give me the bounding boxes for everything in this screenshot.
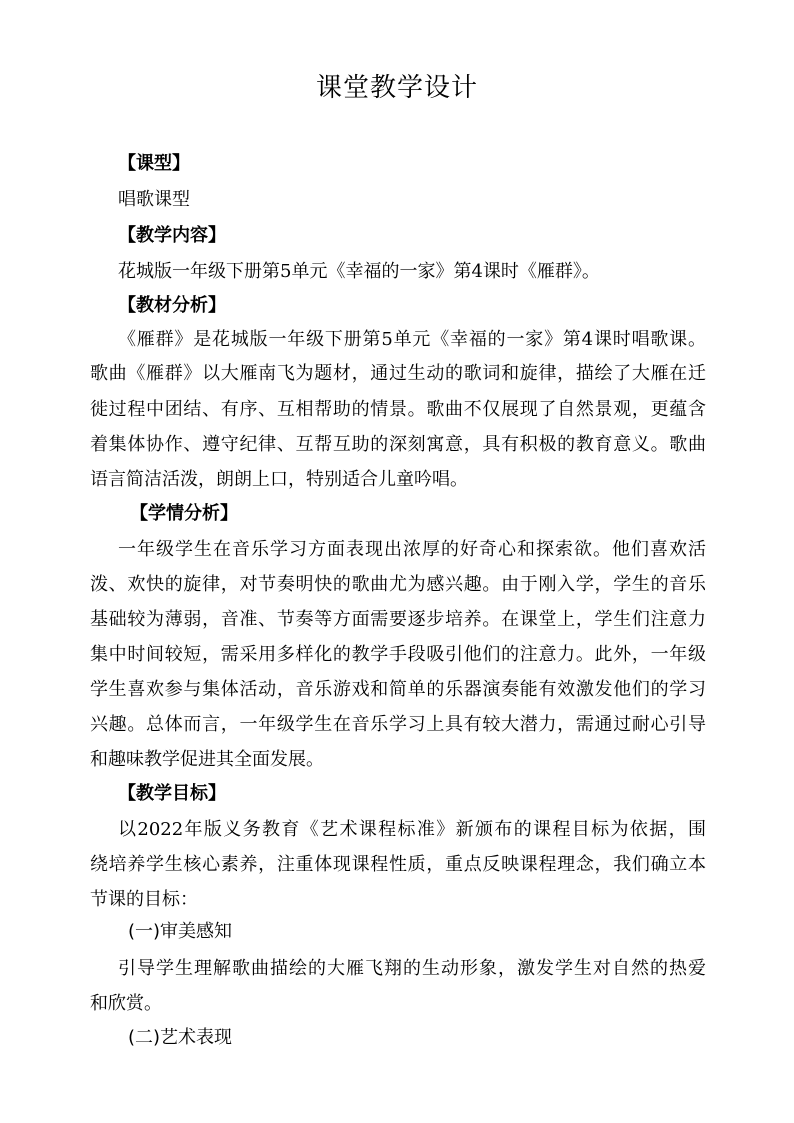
material-analysis-line: 着集体协作、遵守纪律、互帮互助的深刻寓意，具有积极的教育意义。歌曲: [90, 434, 706, 455]
student-analysis-heading: 【学情分析】: [130, 503, 238, 524]
student-analysis-line: 一年级学生在音乐学习方面表现出浓厚的好奇心和探索欲。他们喜欢活: [118, 539, 706, 560]
teaching-goals-line: 节课的目标：: [90, 889, 198, 910]
material-analysis-line: 歌曲《雁群》以大雁南飞为题材，通过生动的歌词和旋律，描绘了大雁在迁: [90, 363, 706, 384]
lesson-type-heading: 【课型】: [118, 153, 190, 174]
student-analysis-line: 学生喜欢参与集体活动，音乐游戏和简单的乐器演奏能有效激发他们的学习: [90, 679, 706, 700]
student-analysis-line: 和趣味教学促进其全面发展。: [90, 749, 324, 770]
aesthetic-perception-line: 和欣赏。: [90, 993, 162, 1014]
teaching-content-text: 花城版一年级下册第5单元《幸福的一家》第4课时《雁群》。: [118, 261, 600, 282]
page-title: 课堂教学设计: [315, 73, 478, 103]
material-analysis-heading: 【教材分析】: [118, 295, 226, 316]
artistic-expression-heading: (二)艺术表现: [128, 1027, 233, 1048]
aesthetic-perception-heading: (一)审美感知: [128, 921, 233, 942]
material-analysis-line: 徙过程中团结、有序、互相帮助的情景。歌曲不仅展现了自然景观，更蕴含: [90, 399, 706, 420]
teaching-goals-heading: 【教学目标】: [118, 783, 226, 804]
teaching-goals-line: 绕培养学生核心素养，注重体现课程性质，重点反映课程理念，我们确立本: [90, 854, 706, 875]
student-analysis-line: 基础较为薄弱，音准、节奏等方面需要逐步培养。在课堂上，学生们注意力: [90, 609, 706, 630]
student-analysis-line: 兴趣。总体而言，一年级学生在音乐学习上具有较大潜力，需通过耐心引导: [90, 714, 706, 735]
material-analysis-line: 《雁群》是花城版一年级下册第5单元《幸福的一家》第4课时唱歌课。: [118, 329, 706, 350]
material-analysis-line: 语言简洁活泼，朗朗上口，特别适合儿童吟唱。: [90, 469, 468, 490]
teaching-content-heading: 【教学内容】: [118, 225, 226, 246]
student-analysis-line: 集中时间较短，需采用多样化的教学手段吸引他们的注意力。此外，一年级: [90, 644, 706, 665]
aesthetic-perception-line: 引导学生理解歌曲描绘的大雁飞翔的生动形象，激发学生对自然的热爱: [118, 958, 706, 979]
teaching-goals-line: 以2022年版义务教育《艺术课程标准》新颁布的课程目标为依据，围: [118, 819, 706, 840]
student-analysis-line: 泼、欢快的旋律，对节奏明快的歌曲尤为感兴趣。由于刚入学，学生的音乐: [90, 574, 706, 595]
lesson-type-content: 唱歌课型: [118, 189, 190, 210]
